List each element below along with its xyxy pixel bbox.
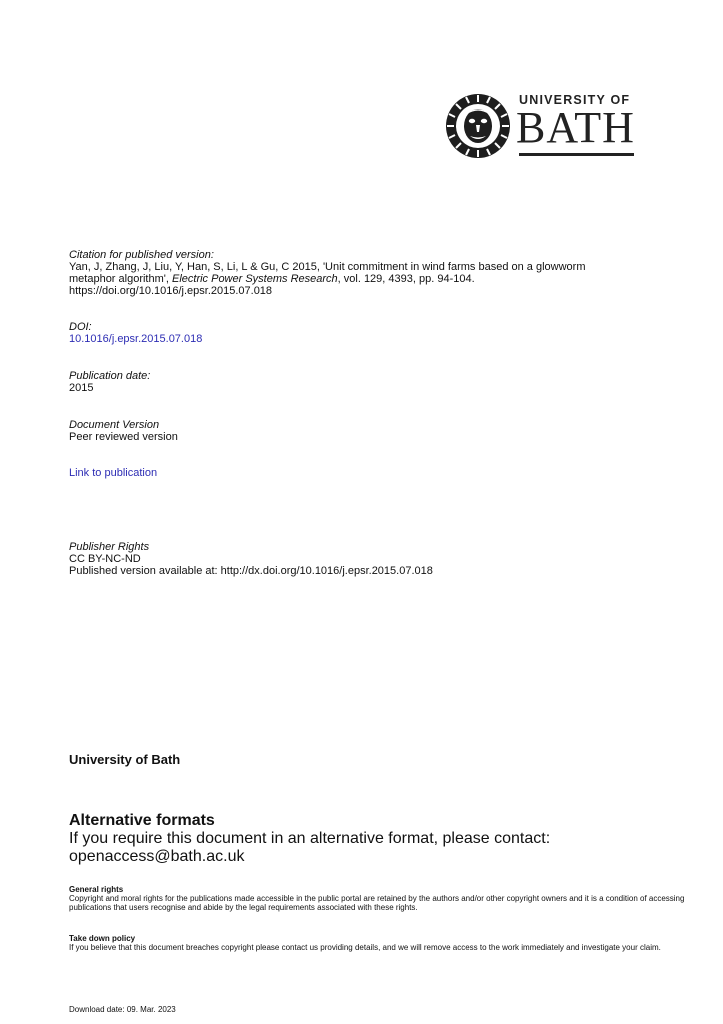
citation-line-1: Yan, J, Zhang, J, Liu, Y, Han, S, Li, L & Gu, C 2015, 'Unit commitment in wind farms based on a glowworm — [69, 261, 586, 273]
publisher-rights-availability: Published version available at: http://dx.doi.org/10.1016/j.epsr.2015.07.018 — [69, 565, 433, 577]
general-rights-section — [69, 885, 689, 912]
publisher-rights-label: Publisher Rights — [69, 541, 150, 553]
link-to-publication[interactable]: Link to publication — [69, 467, 158, 479]
take-down-section — [69, 934, 689, 952]
alternative-formats-line-1: If you require this document in an alternative format, please contact: — [69, 830, 551, 847]
download-date: Download date: 09. Mar. 2023 — [69, 1005, 176, 1014]
citation-journal: Electric Power Systems Research — [171, 273, 338, 285]
citation-line-2 — [69, 273, 689, 285]
alternative-formats-email[interactable]: openaccess@bath.ac.uk — [69, 848, 245, 865]
general-rights-body: Copyright and moral rights for the publications made accessible in the public portal are retained by the authors and/or other copyright owners and it is a condition of accessing publications that users recognise and abide by the legal requirements associated with these rights. — [69, 894, 685, 912]
logo-bath: BATH — [516, 103, 635, 152]
alternative-formats-body — [69, 830, 689, 866]
citation-doi-url: https://doi.org/10.1016/j.epsr.2015.07.018 — [69, 285, 273, 297]
logo-rule — [519, 153, 634, 156]
university-of-bath-logo — [444, 92, 639, 160]
doi-link[interactable]: 10.1016/j.epsr.2015.07.018 — [69, 333, 203, 345]
bath-seal-icon — [444, 92, 512, 160]
document-version-label: Document Version — [69, 419, 160, 431]
document-version-section — [69, 419, 178, 443]
publication-date-value: 2015 — [69, 382, 94, 394]
citation-section — [69, 249, 689, 297]
citation-title-end: metaphor algorithm', — [69, 273, 172, 285]
publication-date-section — [69, 370, 150, 394]
publication-date-label: Publication date: — [69, 370, 151, 382]
citation-label: Citation for published version: — [69, 249, 214, 261]
doi-section — [69, 321, 202, 345]
publisher-rights-license: CC BY-NC-ND — [69, 553, 141, 565]
logo-university-of: UNIVERSITY OF — [519, 93, 631, 107]
document-version-value: Peer reviewed version — [69, 431, 178, 443]
citation-volume-pages: , vol. 129, 4393, pp. 94-104. — [337, 273, 475, 285]
general-rights-title: General rights — [69, 885, 124, 894]
doi-label: DOI: — [69, 321, 92, 333]
take-down-title: Take down policy — [69, 934, 136, 943]
institution-name: University of Bath — [69, 752, 181, 767]
alternative-formats-title: Alternative formats — [69, 812, 215, 829]
publisher-rights-section — [69, 541, 433, 577]
take-down-body: If you believe that this document breaches copyright please contact us providing details, and we will remove access to the work immediately and investigate your claim. — [69, 943, 661, 952]
